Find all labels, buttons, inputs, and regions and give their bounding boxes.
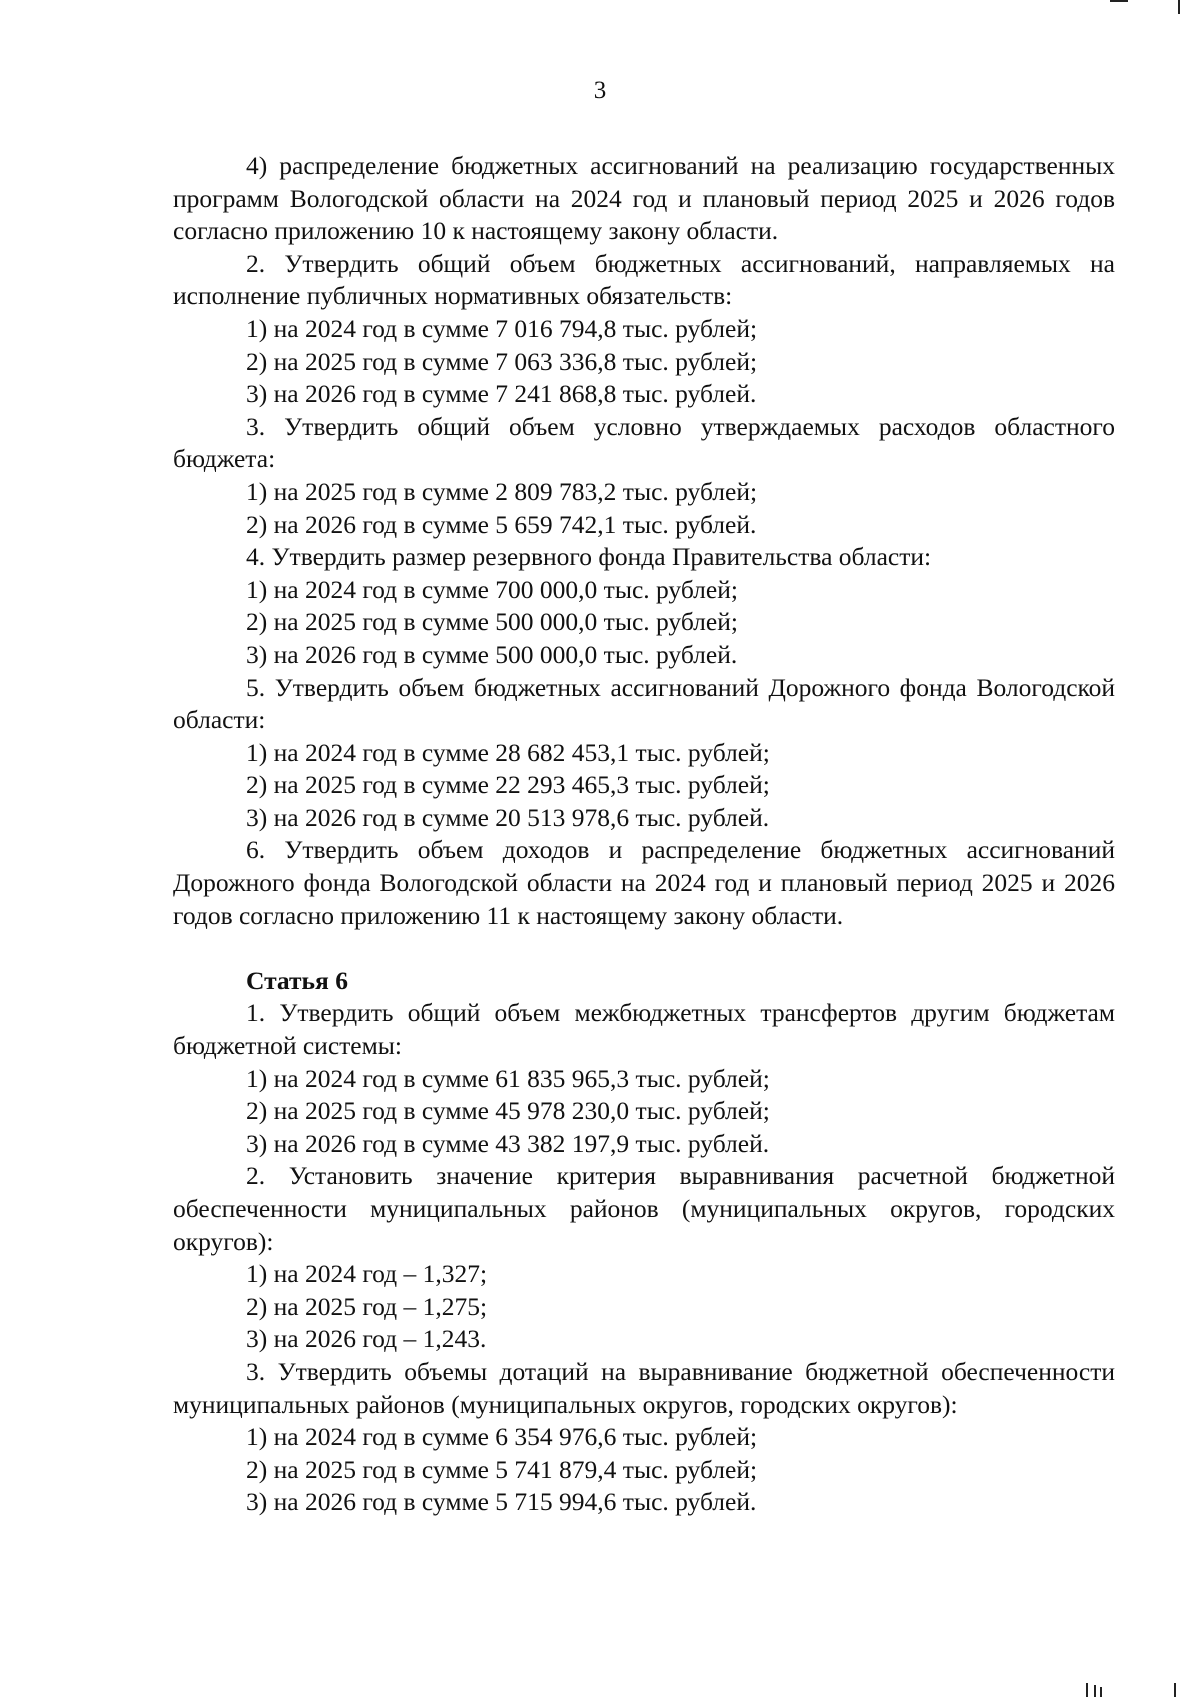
paragraph: 4) распределение бюджетных ассигнований на реализацию государственных программ Вологодской области на 2024 год и плановый период 2025 и 2026 годов согласно приложению 10 к настоящему закону области. [173,151,1115,246]
list-item: 3) на 2026 год в сумме 500 000,0 тыс. рублей. [246,639,738,669]
paragraph: 2. Утвердить общий объем бюджетных ассигнований, направляемых на исполнение публичных нормативных обязательств: [173,248,1115,311]
list-item: 2) на 2025 год – 1,275; [246,1291,488,1321]
list-item: 1) на 2024 год в сумме 61 835 965,3 тыс. рублей; [246,1063,770,1093]
page-number: 3 [593,77,607,104]
list-item: 1) на 2024 год в сумме 7 016 794,8 тыс. рублей; [246,313,758,343]
paragraph: 6. Утвердить объем доходов и распределение бюджетных ассигнований Дорожного фонда Вологодской области на 2024 год и плановый период 2025 и 2026 годов согласно приложению 11 к настоящему закону области. [173,835,1115,930]
scan-edge-mark [1100,1687,1102,1697]
article-heading: Статья 6 [246,965,348,995]
paragraph: 1. Утвердить общий объем межбюджетных трансфертов другим бюджетам бюджетной системы: [173,998,1115,1061]
document-body [173,150,1115,1519]
scan-edge-mark [1086,1683,1088,1697]
list-item: 2) на 2025 год в сумме 7 063 336,8 тыс. рублей; [246,346,758,376]
list-item: 2) на 2026 год в сумме 5 659 742,1 тыс. рублей. [246,509,757,539]
scan-edge-mark [1110,0,1128,2]
scan-edge-mark [1178,0,1180,14]
list-item: 2) на 2025 год в сумме 22 293 465,3 тыс. рублей; [246,770,770,800]
paragraph: 2. Установить значение критерия выравнивания расчетной бюджетной обеспеченности муниципальных районов (муниципальных округов, городских округов): [173,1161,1115,1256]
paragraph: 3. Утвердить объемы дотаций на выравнивание бюджетной обеспеченности муниципальных районов (муниципальных округов, городских округов): [173,1356,1115,1419]
list-item: 1) на 2024 год в сумме 28 682 453,1 тыс. рублей; [246,737,770,767]
scan-edge-mark [1174,1683,1176,1697]
section-spacer [173,932,1115,965]
scan-edge-mark [1094,1685,1096,1697]
paragraph: 3. Утвердить общий объем условно утверждаемых расходов областного бюджета: [173,411,1115,474]
list-item: 3) на 2026 год в сумме 20 513 978,6 тыс. рублей. [246,802,770,832]
list-item: 2) на 2025 год в сумме 45 978 230,0 тыс. рублей; [246,1096,770,1126]
list-item: 3) на 2026 год в сумме 43 382 197,9 тыс. рублей. [246,1128,770,1158]
paragraph: 4. Утвердить размер резервного фонда Правительства области: [246,542,932,572]
list-item: 1) на 2025 год в сумме 2 809 783,2 тыс. рублей; [246,476,758,506]
list-item: 1) на 2024 год в сумме 6 354 976,6 тыс. рублей; [246,1422,758,1452]
list-item: 2) на 2025 год в сумме 5 741 879,4 тыс. рублей; [246,1454,758,1484]
list-item: 3) на 2026 год – 1,243. [246,1324,487,1354]
list-item: 1) на 2024 год в сумме 700 000,0 тыс. рублей; [246,574,738,604]
list-item: 3) на 2026 год в сумме 7 241 868,8 тыс. рублей. [246,379,757,409]
list-item: 1) на 2024 год – 1,327; [246,1259,488,1289]
list-item: 3) на 2026 год в сумме 5 715 994,6 тыс. рублей. [246,1487,757,1517]
list-item: 2) на 2025 год в сумме 500 000,0 тыс. рублей; [246,607,738,637]
paragraph: 5. Утвердить объем бюджетных ассигнований Дорожного фонда Вологодской области: [173,672,1115,735]
